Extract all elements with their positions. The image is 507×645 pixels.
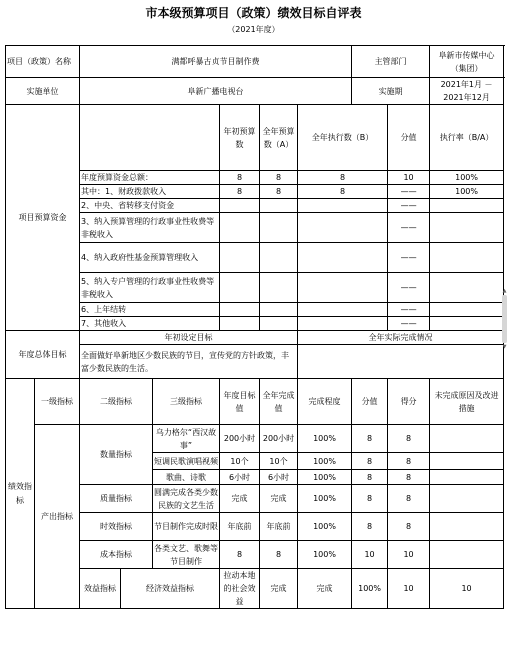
scroll-up-icon[interactable]: ▲ <box>502 288 507 294</box>
perf-cell <box>430 485 504 513</box>
perf-cell: 6小时 <box>220 470 260 485</box>
dept-label: 主管部门 <box>352 46 430 78</box>
budget-header-row <box>6 105 504 171</box>
perf-cell: 完成 <box>220 485 260 513</box>
budget-row-label: 2、中央、省转移支付资金 <box>80 199 220 213</box>
budget-cell: 100% <box>430 185 504 199</box>
budget-cell <box>298 213 388 243</box>
project-name-row <box>6 46 504 78</box>
budget-cell <box>430 243 504 273</box>
perf-cell <box>430 453 504 470</box>
econ-label: 经济效益指标 <box>121 569 220 609</box>
perf-header: 三级指标 <box>153 379 220 425</box>
perf-cell: 100% <box>352 569 388 609</box>
perf-header: 分值 <box>352 379 388 425</box>
budget-cell <box>260 273 298 303</box>
perf-header: 得分 <box>388 379 430 425</box>
budget-row <box>6 317 504 331</box>
budget-cell <box>430 273 504 303</box>
perf-cell: 100% <box>298 485 352 513</box>
budget-row <box>6 273 504 303</box>
budget-cell: 8 <box>220 185 260 199</box>
perf-indicator-name: 乌力格尔“西汉故事” <box>153 425 220 453</box>
perf-cell <box>430 513 504 541</box>
timeliness-label: 时效指标 <box>80 513 153 541</box>
perf-cell: 8 <box>352 425 388 453</box>
budget-cell <box>260 317 298 331</box>
budget-row-label: 其中：1、财政拨款收入 <box>80 185 220 199</box>
budget-row <box>6 171 504 185</box>
impl-row <box>6 78 504 105</box>
perf-header: 未完成原因及改进措施 <box>430 379 504 425</box>
perf-cell: 8 <box>352 470 388 485</box>
period-label: 实施期 <box>352 78 430 105</box>
perf-cell: 完成 <box>260 569 298 609</box>
budget-row-label: 7、其他收入 <box>80 317 220 331</box>
budget-cell: 8 <box>220 171 260 185</box>
project-name-label: 项目（政策）名称 <box>6 46 80 78</box>
goals-planned-text: 全面做好阜新地区少数民族的节目，宣传党的方针政策，丰富少数民族的生活。 <box>80 345 298 379</box>
budget-cell <box>220 199 260 213</box>
budget-cell: 8 <box>260 171 298 185</box>
perf-row <box>6 541 504 569</box>
scrollbar-thumb[interactable] <box>502 295 507 343</box>
effect-label: 效益指标 <box>80 569 121 609</box>
goals-planned-label: 年初设定目标 <box>80 331 298 345</box>
perf-indicator-name: 拉动本地的社会效益 <box>220 569 260 609</box>
quantity-label: 数量指标 <box>80 425 153 485</box>
budget-cell <box>220 317 260 331</box>
budget-cell: —— <box>388 303 430 317</box>
perf-indicator-name: 节目制作完成时限 <box>153 513 220 541</box>
perf-cell <box>430 470 504 485</box>
perf-header-row <box>6 379 504 425</box>
quality-label: 质量指标 <box>80 485 153 513</box>
budget-cell: —— <box>388 243 430 273</box>
budget-header-blank <box>80 105 220 171</box>
dept-value: 阜新市传媒中心（集团） <box>430 46 504 78</box>
perf-cell: 10个 <box>260 453 298 470</box>
perf-cell: 8 <box>388 453 430 470</box>
budget-cell: 100% <box>430 171 504 185</box>
impl-label: 实施单位 <box>6 78 80 105</box>
budget-cell: 8 <box>260 185 298 199</box>
budget-cell: 8 <box>298 171 388 185</box>
perf-indicator-name: 歌曲、诗歌 <box>153 470 220 485</box>
budget-header-rate: 执行率（B/A） <box>430 105 504 171</box>
perf-cell: 完成 <box>298 569 352 609</box>
cost-label: 成本指标 <box>80 541 153 569</box>
budget-cell <box>260 199 298 213</box>
budget-cell <box>220 273 260 303</box>
goals-header-row <box>6 331 504 345</box>
budget-header-annual: 全年预算数（A） <box>260 105 298 171</box>
budget-cell <box>260 243 298 273</box>
perf-cell: 10个 <box>220 453 260 470</box>
budget-cell <box>298 243 388 273</box>
impl-value: 阜新广播电视台 <box>80 78 352 105</box>
budget-row <box>6 303 504 317</box>
perf-header: 二级指标 <box>80 379 153 425</box>
budget-cell <box>298 317 388 331</box>
perf-cell: 8 <box>260 541 298 569</box>
goals-actual-label: 全年实际完成情况 <box>298 331 504 345</box>
scroll-down-icon[interactable]: ▼ <box>502 344 507 350</box>
budget-row-label: 3、纳入预算管理的行政事业性收费等非税收入 <box>80 213 220 243</box>
perf-cell: 10 <box>430 569 504 609</box>
budget-cell: —— <box>388 185 430 199</box>
budget-cell <box>220 243 260 273</box>
budget-cell <box>298 303 388 317</box>
perf-cell: 8 <box>352 513 388 541</box>
budget-header-score: 分值 <box>388 105 430 171</box>
budget-cell <box>220 303 260 317</box>
perf-row <box>6 485 504 513</box>
perf-cell: 8 <box>388 513 430 541</box>
perf-cell: 8 <box>220 541 260 569</box>
budget-cell: —— <box>388 199 430 213</box>
perf-indicator-name: 各类文艺、歌舞等节目制作 <box>153 541 220 569</box>
perf-cell: 10 <box>388 541 430 569</box>
perf-cell: 6小时 <box>260 470 298 485</box>
budget-cell <box>220 213 260 243</box>
perf-row <box>6 513 504 541</box>
perf-cell: 10 <box>388 569 430 609</box>
perf-cell: 8 <box>352 485 388 513</box>
budget-header-executed: 全年执行数（B） <box>298 105 388 171</box>
budget-row-label: 6、上年结转 <box>80 303 220 317</box>
budget-row-label: 4、纳入政府性基金预算管理收入 <box>80 243 220 273</box>
perf-cell: 8 <box>388 425 430 453</box>
perf-cell: 年底前 <box>260 513 298 541</box>
budget-cell: —— <box>388 317 430 331</box>
page-subtitle: （2021年度） <box>227 25 280 34</box>
budget-cell <box>298 273 388 303</box>
goals-content-row <box>6 345 504 379</box>
budget-cell: —— <box>388 273 430 303</box>
perf-header: 全年完成值 <box>260 379 298 425</box>
budget-header-initial: 年初预算数 <box>220 105 260 171</box>
output-label: 产出指标 <box>35 425 80 609</box>
perf-cell: 200小时 <box>260 425 298 453</box>
perf-cell: 100% <box>298 541 352 569</box>
perf-cell: 8 <box>388 470 430 485</box>
perf-cell <box>430 425 504 453</box>
budget-cell <box>430 317 504 331</box>
perf-cell: 10 <box>352 541 388 569</box>
goals-actual-text <box>298 345 504 379</box>
budget-cell <box>260 213 298 243</box>
perf-cell: 年底前 <box>220 513 260 541</box>
budget-cell <box>260 303 298 317</box>
perf-header: 年度目标值 <box>220 379 260 425</box>
perf-cell: 完成 <box>260 485 298 513</box>
budget-row <box>6 199 504 213</box>
budget-row <box>6 243 504 273</box>
budget-cell: 8 <box>298 185 388 199</box>
budget-cell: 10 <box>388 171 430 185</box>
budget-cell <box>430 213 504 243</box>
perf-cell: 8 <box>388 485 430 513</box>
perf-cell: 100% <box>298 470 352 485</box>
budget-cell: —— <box>388 213 430 243</box>
budget-row-label: 5、纳入专户管理的行政事业性收费等非税收入 <box>80 273 220 303</box>
perf-header: 完成程度 <box>298 379 352 425</box>
period-value: 2021年1月 － 2021年12月 <box>430 78 504 105</box>
perf-cell: 100% <box>298 425 352 453</box>
budget-row <box>6 213 504 243</box>
budget-row <box>6 185 504 199</box>
budget-cell <box>430 199 504 213</box>
perf-row <box>6 569 504 609</box>
perf-cell: 100% <box>298 453 352 470</box>
goals-section-label: 年度总体目标 <box>6 331 80 379</box>
perf-indicator-name: 短调民歌演唱视频 <box>153 453 220 470</box>
perf-indicator-name: 圆满完成各类少数民族的文艺生活 <box>153 485 220 513</box>
budget-cell <box>298 199 388 213</box>
perf-cell: 100% <box>298 513 352 541</box>
perf-section-label: 绩效指标 <box>6 379 35 609</box>
perf-row <box>6 425 504 453</box>
perf-cell: 200小时 <box>220 425 260 453</box>
evaluation-table <box>5 45 504 609</box>
perf-cell: 8 <box>352 453 388 470</box>
perf-cell <box>430 541 504 569</box>
budget-section-label: 项目预算资金 <box>6 105 80 331</box>
perf-header: 一级指标 <box>35 379 80 425</box>
budget-row-label: 年度预算资金总额： <box>80 171 220 185</box>
page-title: 市本级预算项目（政策）绩效目标自评表 <box>145 6 362 20</box>
project-name-value: 满都呼暴古贞节目制作费 <box>80 46 352 78</box>
budget-cell <box>430 303 504 317</box>
